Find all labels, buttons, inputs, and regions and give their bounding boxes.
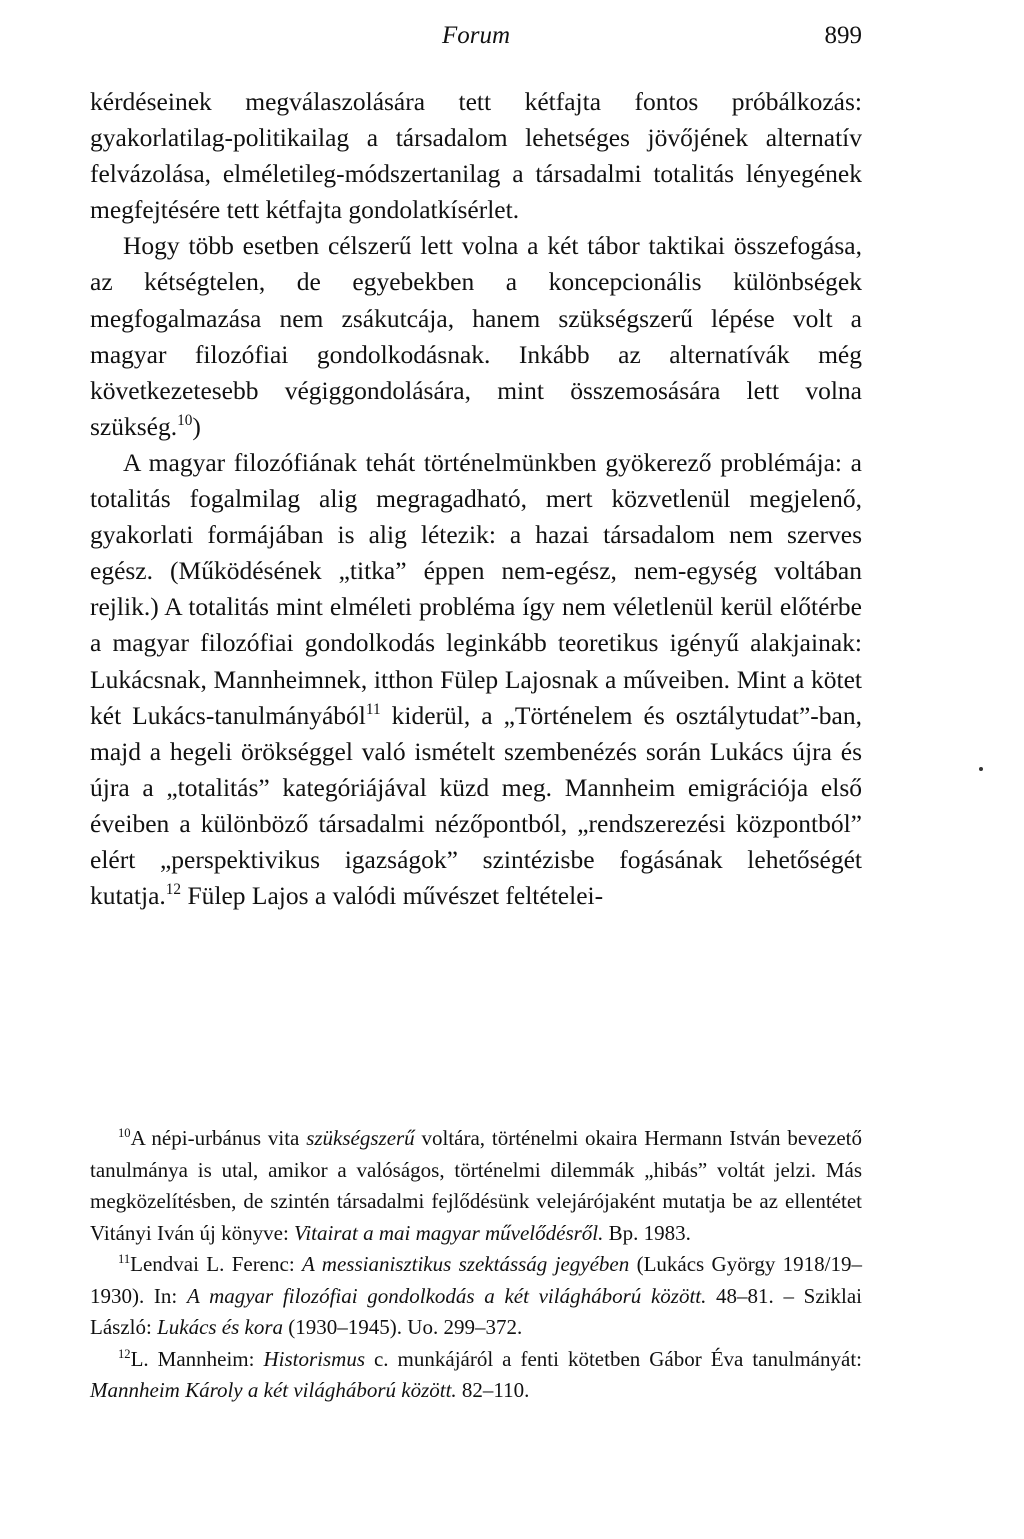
footnote-12-italic-2: Mannheim Károly a két világháború között. <box>90 1378 457 1402</box>
footnote-10 <box>90 1123 862 1249</box>
paragraph-2 <box>90 228 862 445</box>
footnote-11-italic-2: A magyar filozófiai gondolkodás a két világháború között. <box>186 1283 707 1308</box>
footnote-12 <box>90 1344 862 1407</box>
footnote-ref-12: 12 <box>165 881 182 899</box>
paragraph-2-text: Hogy több esetben célszerű lett volna a két tábor taktikai összefogása, az kétségtelen, de egyebekben a koncepcionális különbségek megfogalmazása nem zsákutcája, hanem szükségszerű lépése volt a magyar filozófiai gondolkodásnak. Inkább az alternatívák még következetesebb végiggondolására, mint összemosására lett volna szükség. <box>90 231 862 441</box>
footnote-12-italic-1: Historismus <box>263 1346 365 1371</box>
footnote-10-italic-2: Vitairat a mai magyar művelődésről. <box>294 1220 604 1245</box>
main-text <box>90 84 862 914</box>
footnote-11-text-3: 48–81. – Sziklai László: <box>90 1283 862 1339</box>
footnote-11 <box>90 1249 862 1344</box>
paragraph-3-part-1: A magyar filozófiának tehát történelmünkben gyökerező problémája: a totalitás fogalmilag alig megragadható, mert közvetlenül megjelenő, gyakorlati formájában is alig létezik: a hazai társadalom nem szerves egész. (Működésének „titka” éppen nem-egész, nem-egység voltában rejlik.) A totalitás mint elméleti probléma így nem véletlenül kerül előtérbe a magyar filozófiai gondolkodás leginkább teoretikus igényű alakjainak: Lukácsnak, Mannheimnek, itthon Fülep Lajosnak a műveiben. Mint a kötet két Lukács-tanulmányából <box>90 447 862 730</box>
footnote-11-italic-1: A messianisztikus szektásság jegyében <box>302 1252 630 1276</box>
page-number: 899 <box>824 22 862 49</box>
footnote-11-text-2: (Lukács György 1918/19–1930). In: <box>90 1252 862 1308</box>
footnote-ref-10: 10 <box>177 411 193 429</box>
footnotes <box>90 1123 862 1407</box>
running-title: Forum <box>441 22 511 49</box>
footnote-11-text-4: (1930–1945). Uo. 299–372. <box>283 1315 523 1339</box>
paragraph-3 <box>90 445 862 914</box>
footnote-11-number: 11 <box>118 1251 131 1266</box>
footnote-12-text-3: 82–110. <box>456 1378 530 1402</box>
footnote-11-italic-3: Lukács és kora <box>157 1315 284 1339</box>
paragraph-2-tail: ) <box>192 411 201 441</box>
footnote-10-number: 10 <box>118 1125 131 1140</box>
paragraph-3-part-2: kiderül, a „Történelem és osztálytudat”-ban, majd a hegeli örökséggel való ismételt szembenézés során Lukács újra és újra a „totalitás” kategóriájával küzd meg. Mannheim emigrációja első éveiben a különböző társadalmi nézőpontból, „rendszerezési központból” elért „perspektivikus igazságok” szintézisbe fogásának lehetőségét kutatja. <box>90 700 862 911</box>
page-header <box>90 16 862 56</box>
footnote-10-italic-1: szükségszerű <box>306 1126 415 1150</box>
footnote-10-text-2: voltára, történelmi okaira Hermann István bevezető tanulmánya is utal, amikor a valóságos, történelmi dilemmák „hibás” voltát jelzi. Más megközelítésben, de szintén társadalmi fejlődésünk velejárójaként mutatja be az ellentétet Vitányi Iván új könyve: <box>90 1126 862 1245</box>
stray-dot-mark <box>979 767 983 771</box>
footnote-10-text-3: Bp. 1983. <box>603 1220 691 1245</box>
footnote-12-number: 12 <box>118 1346 131 1361</box>
footnote-ref-11: 11 <box>365 700 381 718</box>
paragraph-1: kérdéseinek megválaszolására tett kétfajta fontos próbálkozás: gyakorlatilag-politikailag a társadalom lehetséges jövőjének alternatív felvázolása, elméletileg-módszertanilag a társadalmi totalitás lényegének megfejtésére tett kétfajta gondolatkísérlet. <box>90 87 862 225</box>
footnote-12-text-1: L. Mannheim: <box>130 1346 264 1371</box>
footnote-11-text-1: Lendvai L. Ferenc: <box>130 1252 302 1276</box>
footnote-12-text-2: c. munkájáról a fenti kötetben Gábor Éva tanulmányát: <box>365 1346 862 1371</box>
footnote-10-text-1: A népi-urbánus vita <box>130 1126 307 1150</box>
paragraph-3-part-3: Fülep Lajos a valódi művészet feltételei- <box>181 881 604 911</box>
